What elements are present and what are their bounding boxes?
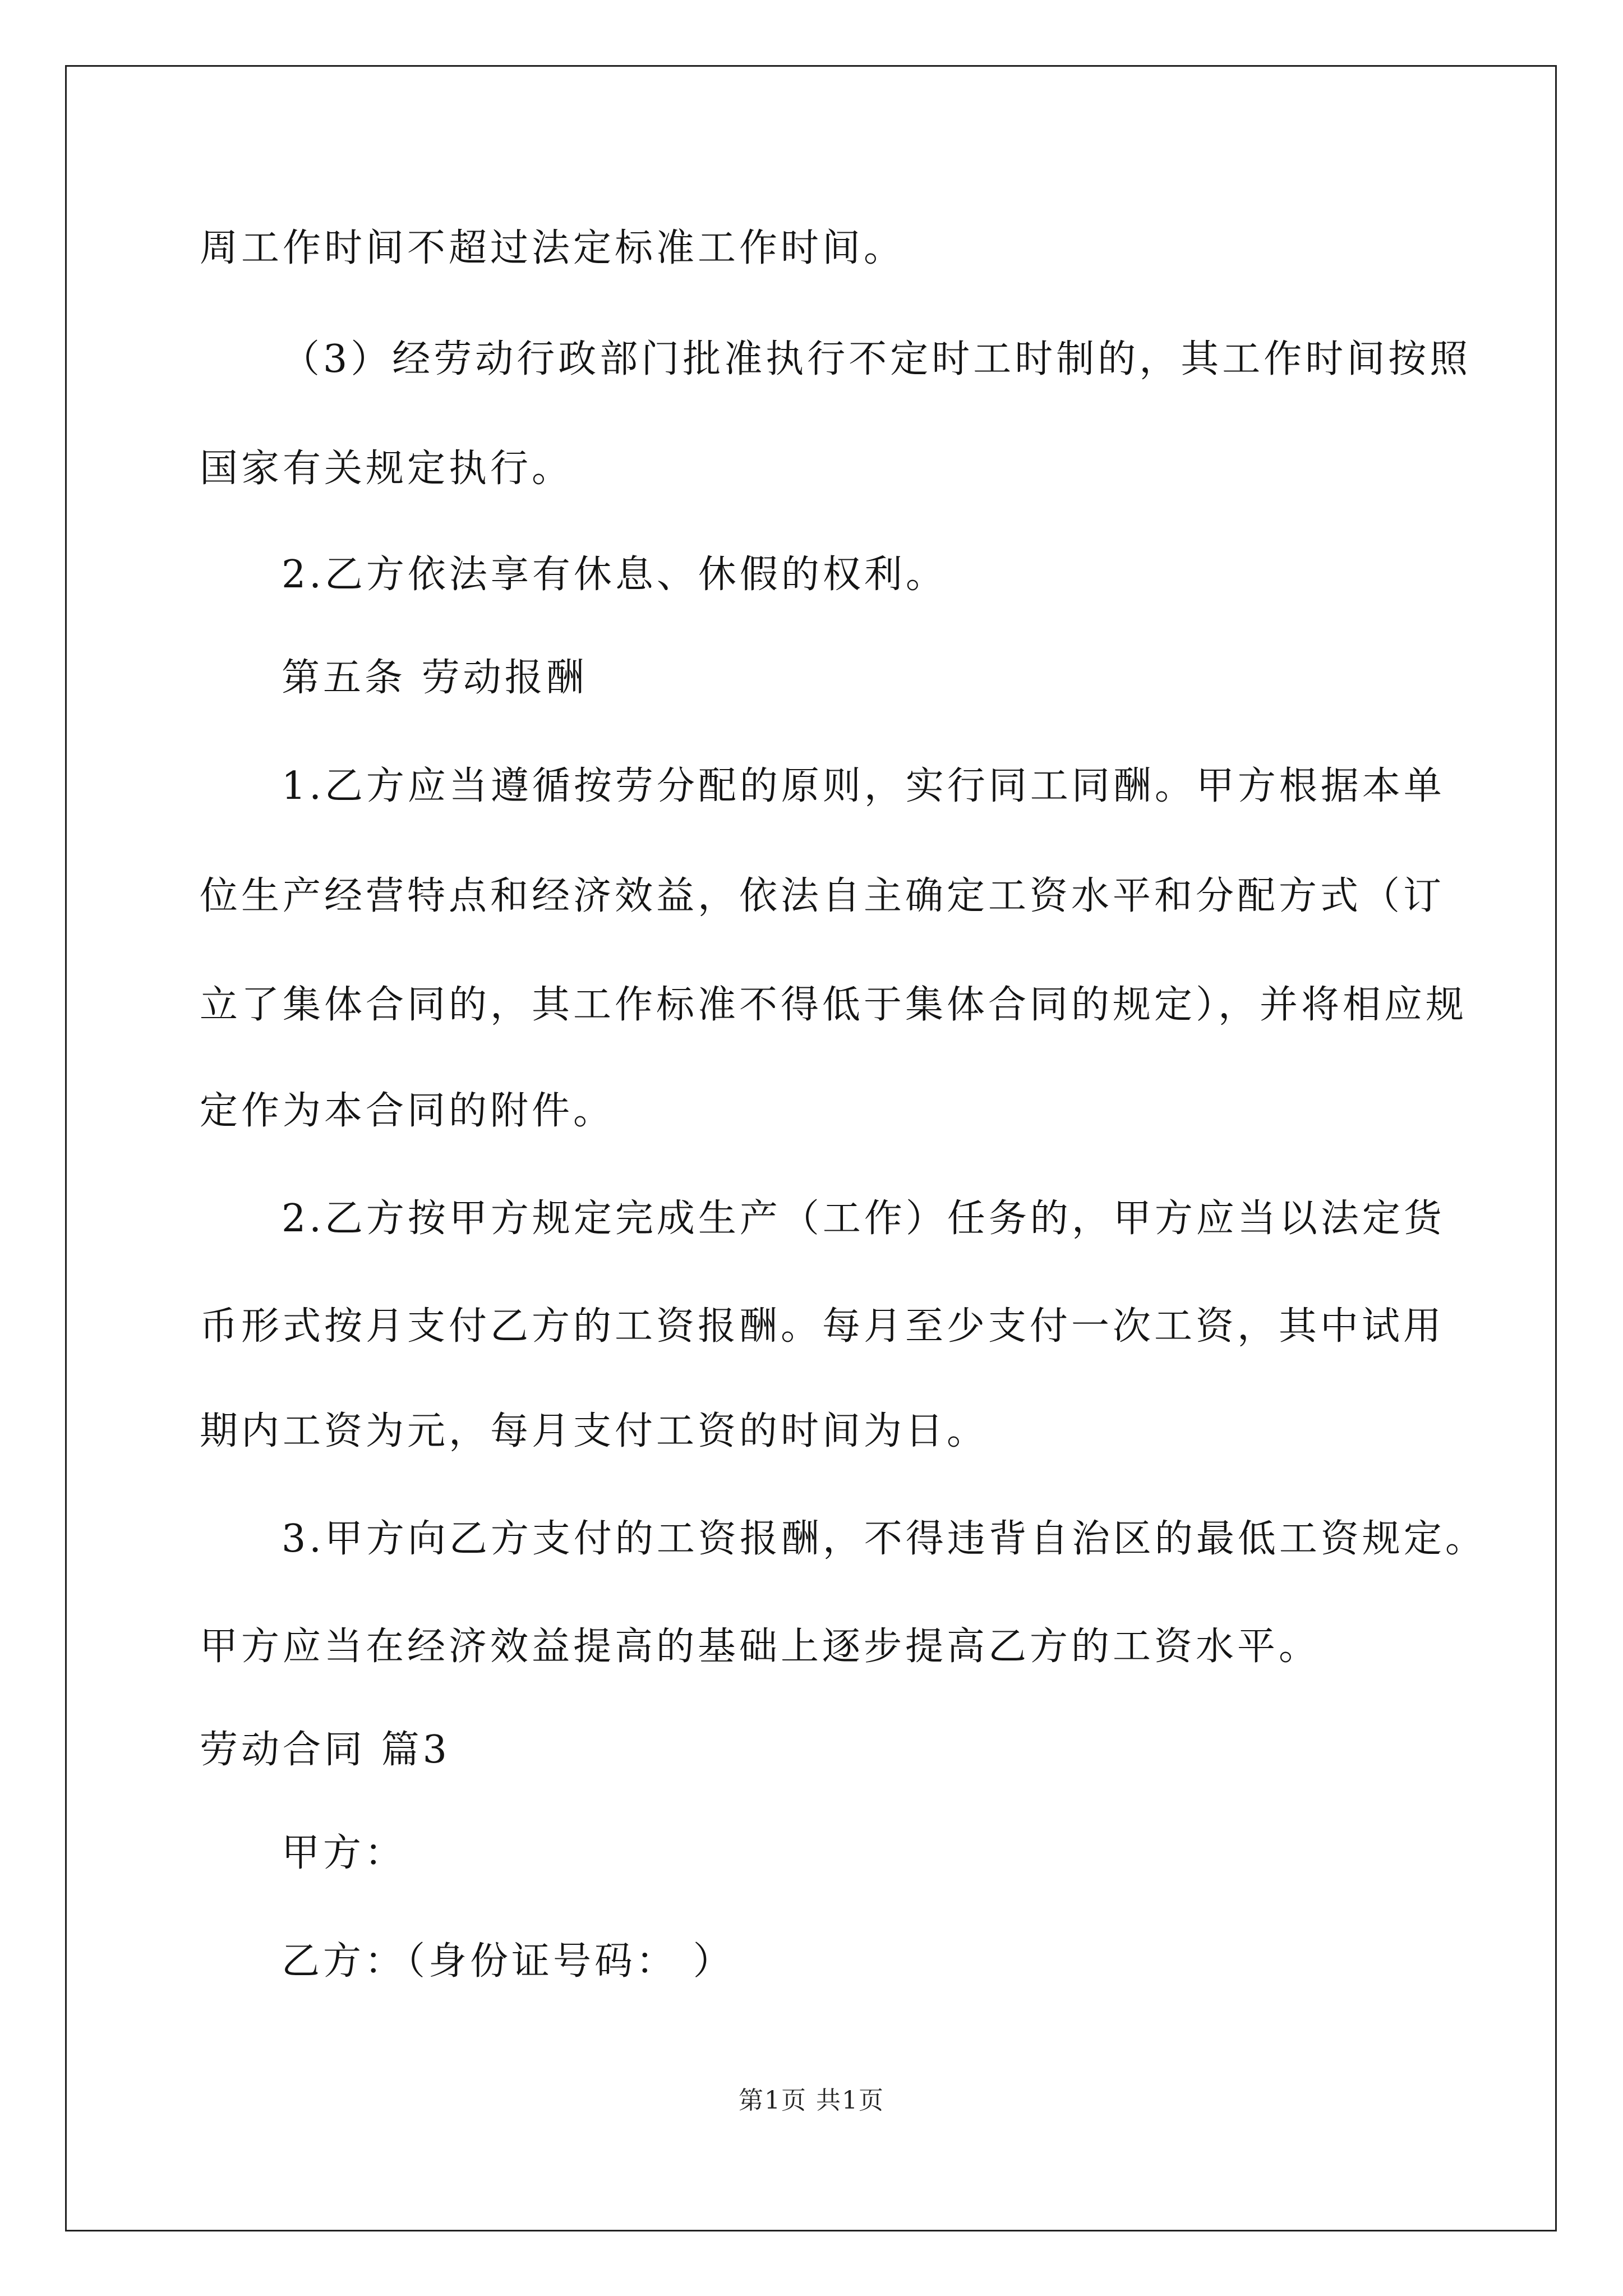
paragraph-line: 期内工资为元，每月支付工资的时间为日。 bbox=[200, 1409, 989, 1453]
party-b-line: 乙方：（身份证号码： ） bbox=[282, 1939, 735, 1984]
paragraph-line: 定作为本合同的附件。 bbox=[200, 1089, 615, 1133]
paragraph-line: 立了集体合同的，其工作标准不得低于集体合同的规定），并将相应规 bbox=[200, 983, 1468, 1027]
paragraph-line: 2.乙方按甲方规定完成生产（工作）任务的，甲方应当以法定货 bbox=[282, 1197, 1445, 1241]
paragraph-line: 周工作时间不超过法定标准工作时间。 bbox=[200, 226, 906, 270]
paragraph-line: 2.乙方依法享有休息、休假的权利。 bbox=[282, 553, 947, 597]
page-footer: 第1页 共1页 bbox=[739, 2086, 884, 2115]
paragraph-line: 位生产经营特点和经济效益，依法自主确定工资水平和分配方式（订 bbox=[200, 874, 1445, 918]
paragraph-line: 甲方应当在经济效益提高的基础上逐步提高乙方的工资水平。 bbox=[200, 1625, 1321, 1669]
section-heading: 第五条 劳动报酬 bbox=[282, 656, 588, 700]
paragraph-line: 1.乙方应当遵循按劳分配的原则，实行同工同酬。甲方根据本单 bbox=[282, 764, 1445, 808]
paragraph-line: （3）经劳动行政部门批准执行不定时工时制的，其工作时间按照 bbox=[282, 337, 1472, 381]
paragraph-line: 3.甲方向乙方支付的工资报酬，不得违背自治区的最低工资规定。 bbox=[282, 1517, 1487, 1561]
paragraph-line: 币形式按月支付乙方的工资报酬。每月至少支付一次工资，其中试用 bbox=[200, 1304, 1445, 1349]
paragraph-line: 国家有关规定执行。 bbox=[200, 447, 574, 491]
party-a-line: 甲方： bbox=[282, 1831, 407, 1875]
section-title: 劳动合同 篇3 bbox=[200, 1728, 450, 1772]
page-border bbox=[65, 65, 1557, 2231]
